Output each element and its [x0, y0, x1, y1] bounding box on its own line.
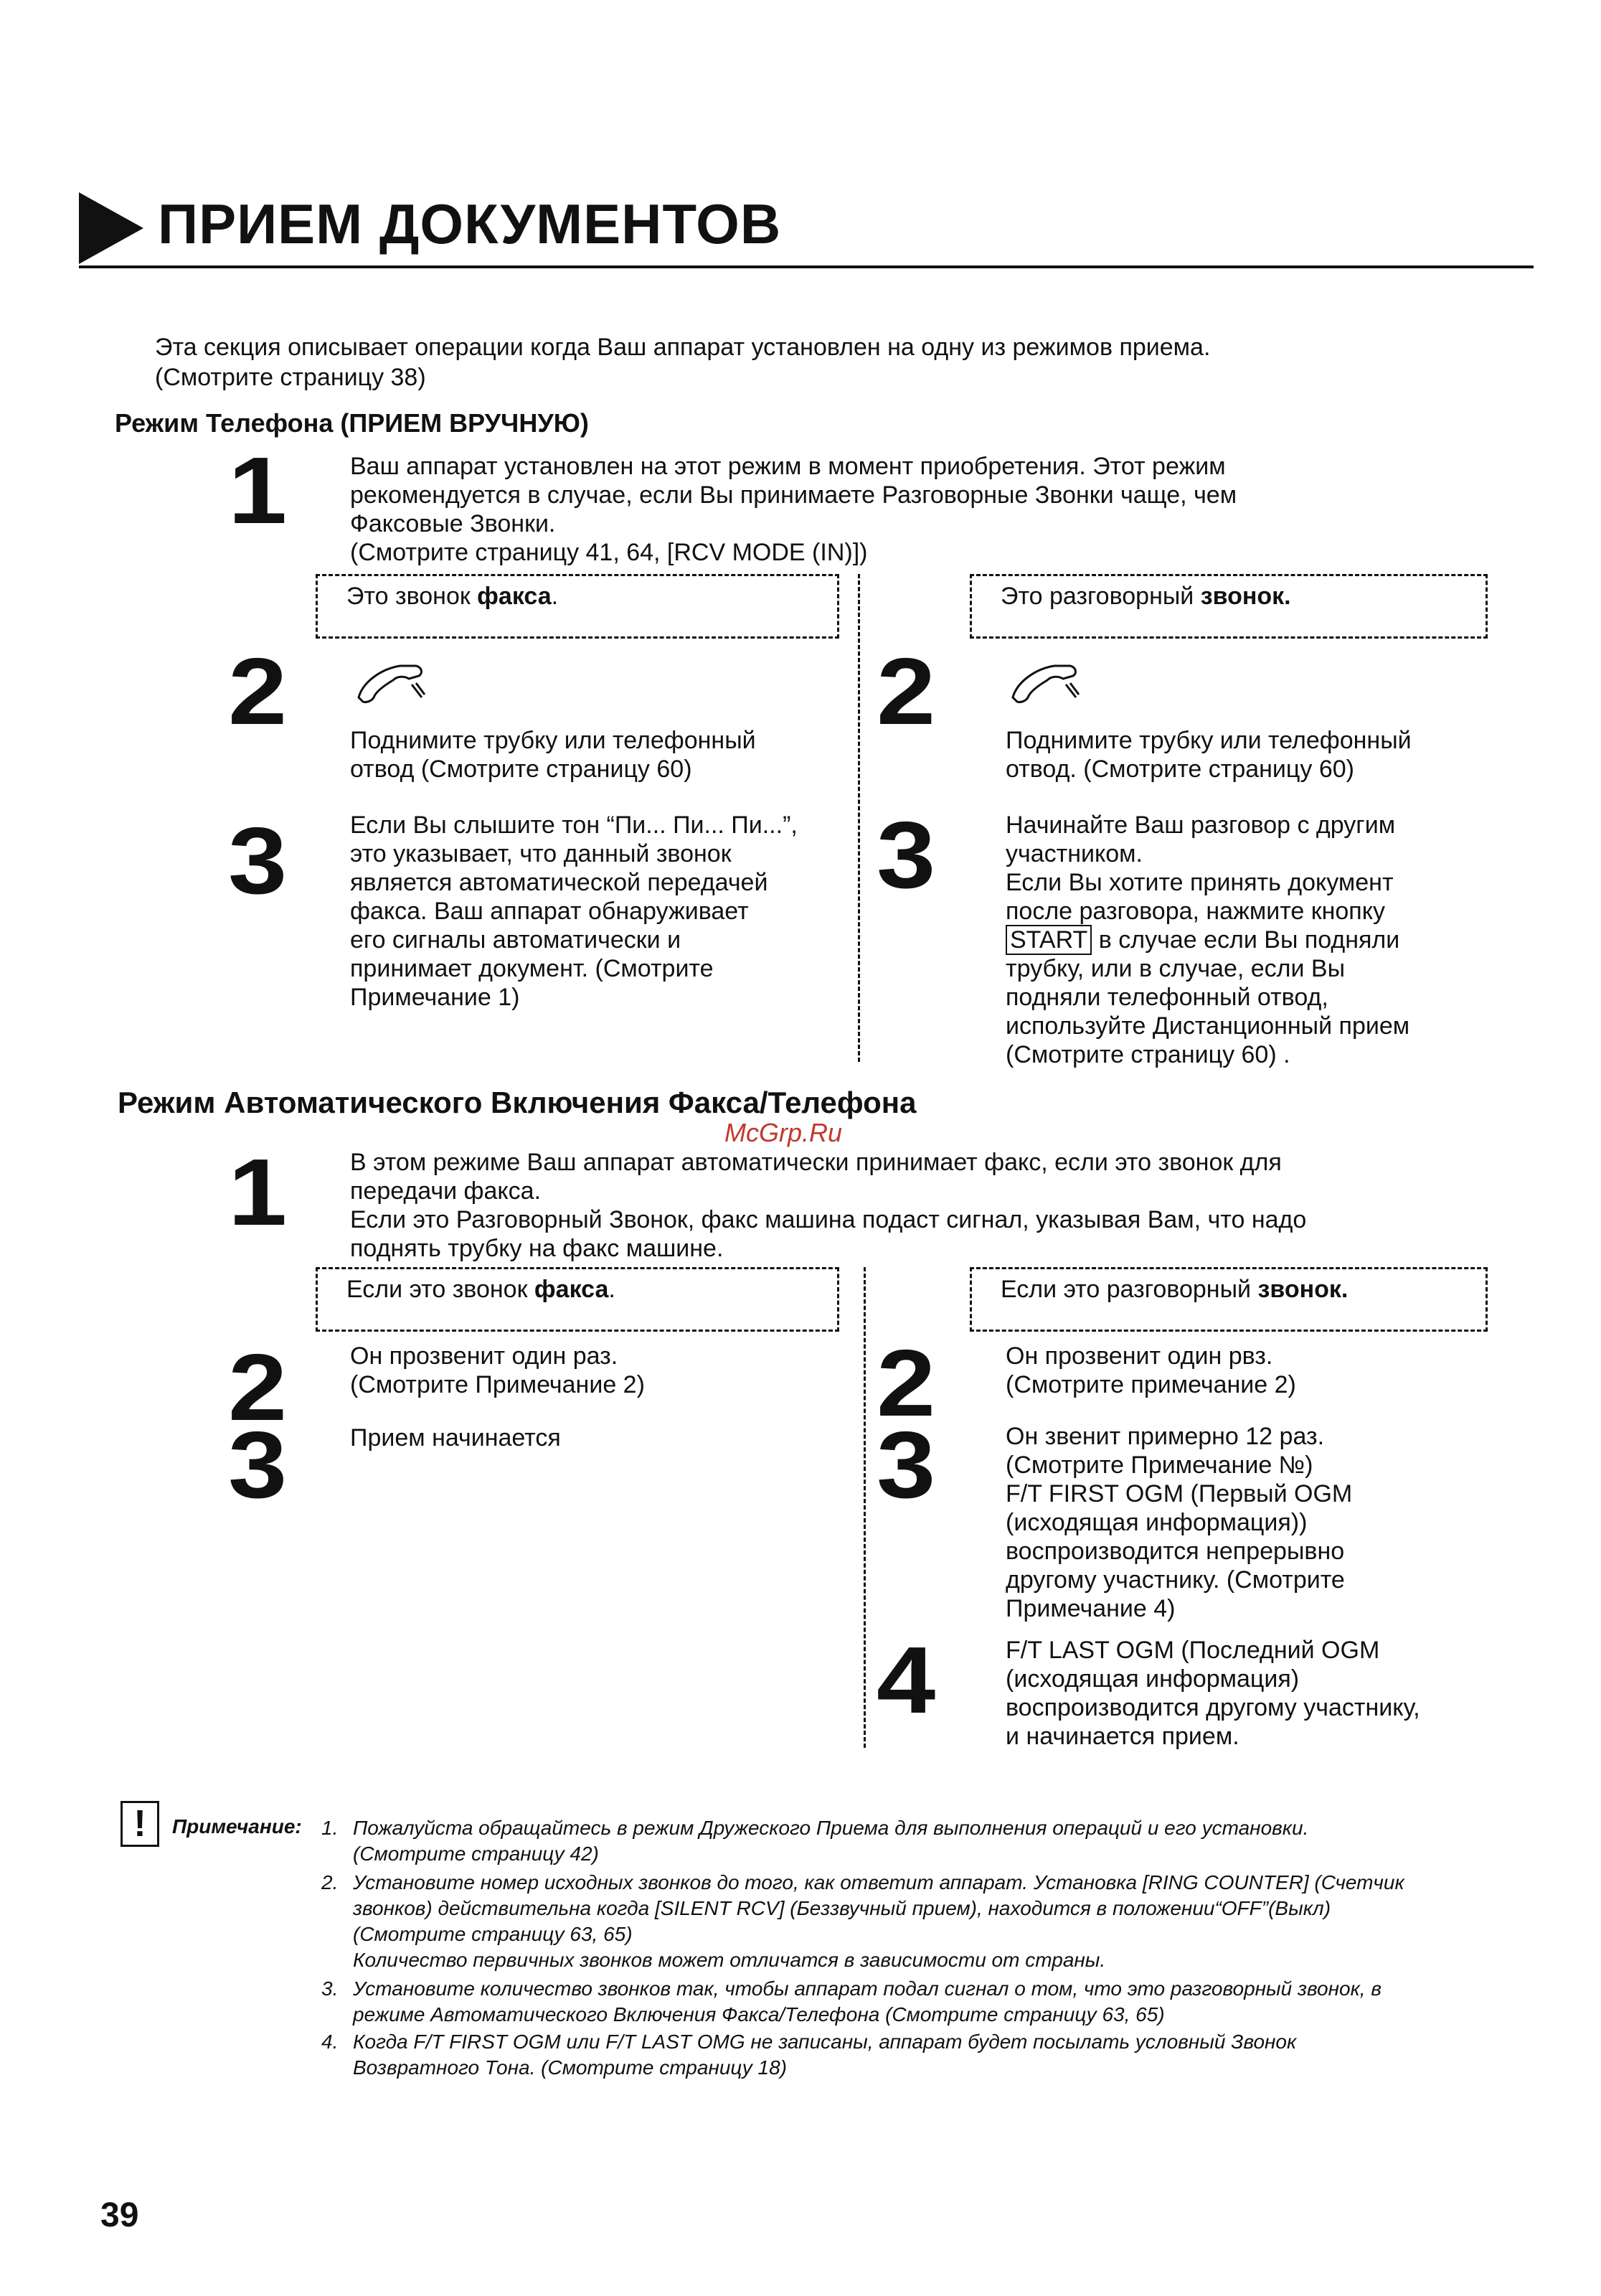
section2-step1-number: 1 [228, 1139, 288, 1245]
note-line: режиме Автоматического Включения Факса/Телефона (Смотрите страницу 63, 65) [353, 2003, 1165, 2026]
box-bold: звонок. [1257, 1276, 1349, 1303]
text-line: (Смотрите страницу 60) . [1006, 1041, 1290, 1068]
note-label: Примечание: [172, 1815, 302, 1838]
text-line: поднять трубку на факс машине. [350, 1235, 724, 1262]
note-3-number: 3. [321, 1977, 339, 2000]
note-1-text [353, 1815, 1479, 1867]
section2-right-box [970, 1267, 1488, 1332]
text-line: после разговора, нажмите кнопку [1006, 898, 1385, 925]
text-line: рекомендуется в случае, если Вы принимаете Разговорные Звонки чаще, чем [350, 481, 1237, 509]
section1-left-step3-text [350, 811, 852, 1012]
box-bold: звонок. [1200, 583, 1291, 610]
section1-right-step3-number: 3 [877, 802, 936, 908]
text-line: Он звенит примерно 12 раз. [1006, 1423, 1325, 1450]
section2-right-step4-text [1006, 1636, 1522, 1751]
note-4-number: 4. [321, 2031, 339, 2053]
text-line: его сигналы автоматически и [350, 926, 681, 954]
text-line: Он прозвенит один рвз. [1006, 1342, 1273, 1370]
text-line [1006, 926, 1522, 954]
text-line: и начинается прием. [1006, 1723, 1239, 1750]
note-2-number: 2. [321, 1871, 339, 1893]
text-line: участником. [1006, 840, 1143, 867]
text-line: Поднимите трубку или телефонный [350, 727, 756, 754]
box-text: Это разговорный [1001, 583, 1201, 610]
note-1-number: 1. [321, 1817, 339, 1839]
text-line: воспроизводится другому участнику, [1006, 1694, 1420, 1721]
note-line: Установите номер исходных звонков до того, как ответит аппарат. Установка [RING COUNTER] (Счетчик [353, 1871, 1404, 1893]
text-line: (Смотрите примечание 2) [1006, 1371, 1296, 1398]
note-line: Количество первичных звонков может отличатся в зависимости от страны. [353, 1949, 1106, 1971]
section1-left-step2-number: 2 [228, 639, 288, 744]
text-line: отвод (Смотрите страницу 60) [350, 756, 692, 783]
text-line: Прием начинается [350, 1424, 561, 1452]
section1-right-step2-text [1006, 726, 1508, 784]
text-line: Если Вы хотите принять документ [1006, 869, 1394, 896]
note-line: Когда F/T FIRST OGM или F/T LAST OMG не записаны, аппарат будет посылать условный Звонок [353, 2031, 1297, 2053]
note-line: Возвратного Тона. (Смотрите страницу 18) [353, 2056, 787, 2079]
page-number: 39 [100, 2196, 139, 2234]
section2-right-step3-text [1006, 1422, 1522, 1623]
text-line: Он прозвенит один раз. [350, 1342, 618, 1370]
text-line: В этом режиме Ваш аппарат автоматически принимает факс, если это звонок для [350, 1149, 1282, 1176]
watermark: McGrp.Ru [724, 1118, 843, 1147]
text-line: Примечание 1) [350, 984, 520, 1011]
box-suffix: . [551, 583, 559, 610]
section1-left-box [316, 574, 839, 639]
section1-step1-number: 1 [228, 438, 288, 543]
page-title: ПРИЕМ ДОКУМЕНТОВ [158, 192, 782, 255]
note-line: (Смотрите страницу 63, 65) [353, 1923, 633, 1945]
text-line: Факсовые Звонки. [350, 510, 556, 537]
note-4-text [353, 2029, 1479, 2081]
title-arrow-icon [79, 192, 143, 264]
text-line: трубку, или в случае, если Вы [1006, 955, 1346, 982]
box-bold: факса [534, 1276, 609, 1303]
note-2-text [353, 1870, 1479, 1973]
start-key-label: START [1006, 925, 1092, 955]
text-line: F/T LAST OGM (Последний OGM [1006, 1637, 1380, 1664]
text-line: Если Вы слышите тон “Пи... Пи... Пи...”, [350, 811, 798, 839]
box-bold: факса [477, 583, 552, 610]
text-line: воспроизводится непрерывно [1006, 1538, 1345, 1565]
section2-step1-text [350, 1148, 1512, 1263]
section1-left-step2-text [350, 726, 838, 784]
text-line: является автоматической передачей [350, 869, 768, 896]
text-line: F/T FIRST OGM (Первый OGM [1006, 1480, 1353, 1507]
text-line: используйте Дистанционный прием [1006, 1012, 1410, 1040]
text-line: Поднимите трубку или телефонный [1006, 727, 1412, 754]
section1-heading: Режим Телефона (ПРИЕМ ВРУЧНУЮ) [115, 408, 589, 438]
text-line: подняли телефонный отвод, [1006, 984, 1328, 1011]
section2-left-step2-text [350, 1342, 852, 1399]
note-line: (Смотрите страницу 42) [353, 1843, 599, 1865]
section2-column-divider [864, 1267, 866, 1748]
text-line: это указывает, что данный звонок [350, 840, 732, 867]
section2-left-step2-number: 2 [228, 1335, 288, 1440]
note-line: Пожалуйста обращайтесь в режим Дружеского Приема для выполнения операций и его установки. [353, 1817, 1309, 1839]
phone-handset-icon [1007, 660, 1086, 710]
box-text: Если это разговорный [1001, 1276, 1258, 1303]
section2-heading: Режим Автоматического Включения Факса/Телефона [118, 1086, 917, 1119]
text-line: (исходящая информация) [1006, 1665, 1300, 1693]
section2-right-step2-number: 2 [877, 1330, 936, 1436]
section2-right-step4-number: 4 [877, 1627, 936, 1733]
text-line: факса. Ваш аппарат обнаруживает [350, 898, 749, 925]
box-text: Это звонок [346, 583, 478, 610]
section1-column-divider [858, 574, 860, 1062]
section1-right-step2-number: 2 [877, 639, 936, 744]
section2-right-step2-text [1006, 1342, 1522, 1399]
box-suffix: . [608, 1276, 615, 1303]
phone-handset-icon [353, 660, 432, 710]
box-text: Если это звонок [346, 1276, 534, 1303]
text-line: (исходящая информация)) [1006, 1509, 1308, 1536]
text-line: Примечание 4) [1006, 1595, 1176, 1622]
intro-line-1: Эта секция описывает операции когда Ваш аппарат установлен на одну из режимов приема. [155, 334, 1211, 361]
text-line: принимает документ. (Смотрите [350, 955, 714, 982]
text-fragment: в случае если Вы подняли [1092, 926, 1400, 954]
section1-left-step3-number: 3 [228, 808, 288, 913]
section2-right-step3-number: 3 [877, 1412, 936, 1518]
text-line: другому участнику. (Смотрите [1006, 1566, 1345, 1594]
page-title-row [79, 185, 1534, 268]
text-line: отвод. (Смотрите страницу 60) [1006, 756, 1354, 783]
section2-left-step3-text [350, 1424, 852, 1452]
note-line: звонков) действительна когда [SILENT RCV] (Беззвучный прием), находится в положении“OFF”(Выкл) [353, 1897, 1331, 1919]
note-line: Установите количество звонков так, чтобы аппарат подал сигнал о том, что это разговорный звонок, в [353, 1977, 1382, 2000]
note-exclamation-icon: ! [121, 1801, 159, 1847]
text-line: Ваш аппарат установлен на этот режим в момент приобретения. Этот режим [350, 453, 1226, 480]
section2-left-step3-number: 3 [228, 1412, 288, 1518]
text-line: передачи факса. [350, 1177, 542, 1205]
section1-right-box [970, 574, 1488, 639]
section2-left-box [316, 1267, 839, 1332]
section1-right-step3-text [1006, 811, 1522, 1069]
text-line: (Смотрите Примечание №) [1006, 1452, 1313, 1479]
text-line: Начинайте Ваш разговор с другим [1006, 811, 1396, 839]
section1-step1-text [350, 452, 1469, 567]
text-line: (Смотрите страницу 41, 64, [RCV MODE (IN)]) [350, 539, 868, 566]
text-line: (Смотрите Примечание 2) [350, 1371, 645, 1398]
text-line: Если это Разговорный Звонок, факс машина подаст сигнал, указывая Вам, что надо [350, 1206, 1307, 1233]
note-3-text [353, 1976, 1479, 2028]
intro-line-2: (Смотрите страницу 38) [155, 364, 426, 391]
